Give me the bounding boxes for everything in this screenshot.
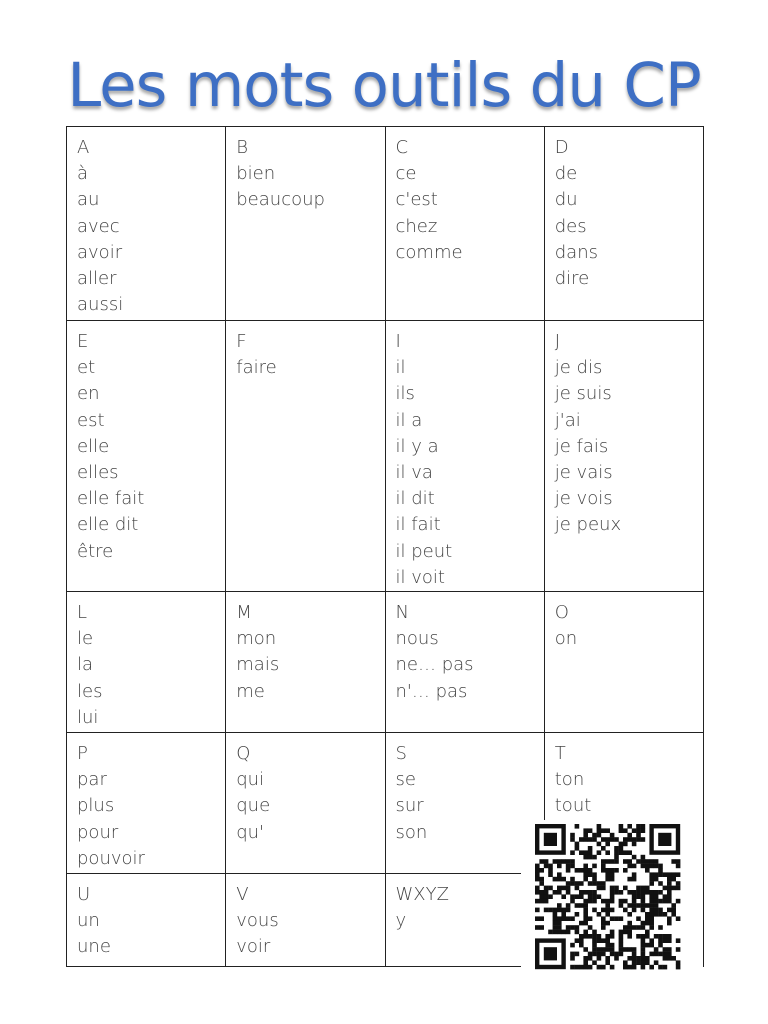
word: dire [554,268,590,290]
word: sur [395,795,424,817]
cell-letter: V [236,884,249,906]
cell-letter: P [77,743,88,765]
letter-cell [385,127,544,321]
word: je vais [554,462,613,484]
letter-cell [67,321,226,592]
word: en [77,383,100,405]
word: il voit [395,566,445,588]
letter-cell [385,321,544,592]
letter-cell [226,592,385,733]
word: à [77,163,89,185]
letter-cell [67,874,226,967]
word: une [77,936,111,958]
cell-letter: C [395,137,409,158]
word: il dit [395,488,435,510]
word: pouvoir [77,847,145,869]
cell-letter: E [77,331,89,352]
word: ton [554,769,585,791]
word: par [77,769,107,791]
word: faire [236,357,277,379]
word: elles [77,462,119,484]
word: est [77,409,105,431]
word: du [554,189,578,211]
word: au [77,189,100,211]
letter-cell [226,127,385,321]
word: avoir [77,241,123,263]
cell-letter: S [395,743,407,765]
word: beaucoup [236,189,325,211]
word: ne… pas [395,654,474,676]
word: y [395,910,407,932]
word: il va [395,462,433,484]
word: bien [236,163,276,185]
word: qu' [236,821,265,843]
cell-letter: O [554,602,569,624]
word: les [77,680,103,702]
cell-letter: I [395,331,401,352]
cell-letter: WXYZ [395,884,449,906]
word: la [77,654,94,676]
word: je fais [554,435,609,457]
word: pour [77,821,119,843]
table-row [67,592,704,733]
word: c'est [395,189,438,211]
word: je peux [554,514,622,536]
word: elle dit [77,514,139,536]
word: son [395,821,428,843]
cell-letter: B [236,137,249,158]
word: je vois [554,488,613,510]
word: plus [77,795,115,817]
word: se [395,769,416,791]
letter-cell [544,321,703,592]
word: lui [77,706,99,728]
word: dans [554,241,598,263]
cell-letter: N [395,602,409,624]
word: aussi [77,294,124,316]
word: des [554,215,587,237]
letter-cell [544,127,703,321]
word: il fait [395,514,441,536]
letter-cell [226,321,385,592]
cell-letter: T [554,743,566,765]
word: il [395,357,406,379]
cell-letter: Q [236,743,251,765]
letter-cell [67,592,226,733]
qr-code-icon [521,820,703,970]
cell-letter: F [236,331,247,352]
letter-cell [385,592,544,733]
letter-cell [67,733,226,874]
word: n'… pas [395,680,468,702]
cell-letter: D [554,137,569,158]
cell-letter: L [77,602,88,624]
letter-cell [544,592,703,733]
cell-letter: U [77,884,91,906]
cell-letter: M [236,602,252,624]
cell-letter: A [77,137,90,158]
word: me [236,680,265,702]
word: mon [236,628,277,650]
word: on [554,628,578,650]
table-row [67,127,704,321]
word: qui [236,769,265,791]
word: avec [77,215,120,237]
word: que [236,795,271,817]
word: ce [395,163,417,185]
cell-letter: J [554,331,561,352]
word: voir [236,936,271,958]
word: aller [77,268,117,290]
word: vous [236,910,279,932]
letter-cell [226,733,385,874]
word: tout [554,795,592,817]
word: nous [395,628,439,650]
word: il a [395,409,423,431]
word: et [77,357,96,379]
word: je dis [554,357,603,379]
word: j'ai [554,409,581,431]
page-title: Les mots outils du CP [67,50,701,121]
word: de [554,163,578,185]
word: il peut [395,540,453,562]
table-row [67,321,704,592]
word: elle fait [77,488,145,510]
word: elle [77,435,110,457]
word: il y a [395,435,439,457]
word: un [77,910,100,932]
word: le [77,628,94,650]
word: je suis [554,383,612,405]
letter-cell [67,127,226,321]
letter-cell [226,874,385,967]
word: être [77,540,114,562]
word: mais [236,654,280,676]
word: ils [395,383,415,405]
word: comme [395,241,463,263]
word: chez [395,215,438,237]
